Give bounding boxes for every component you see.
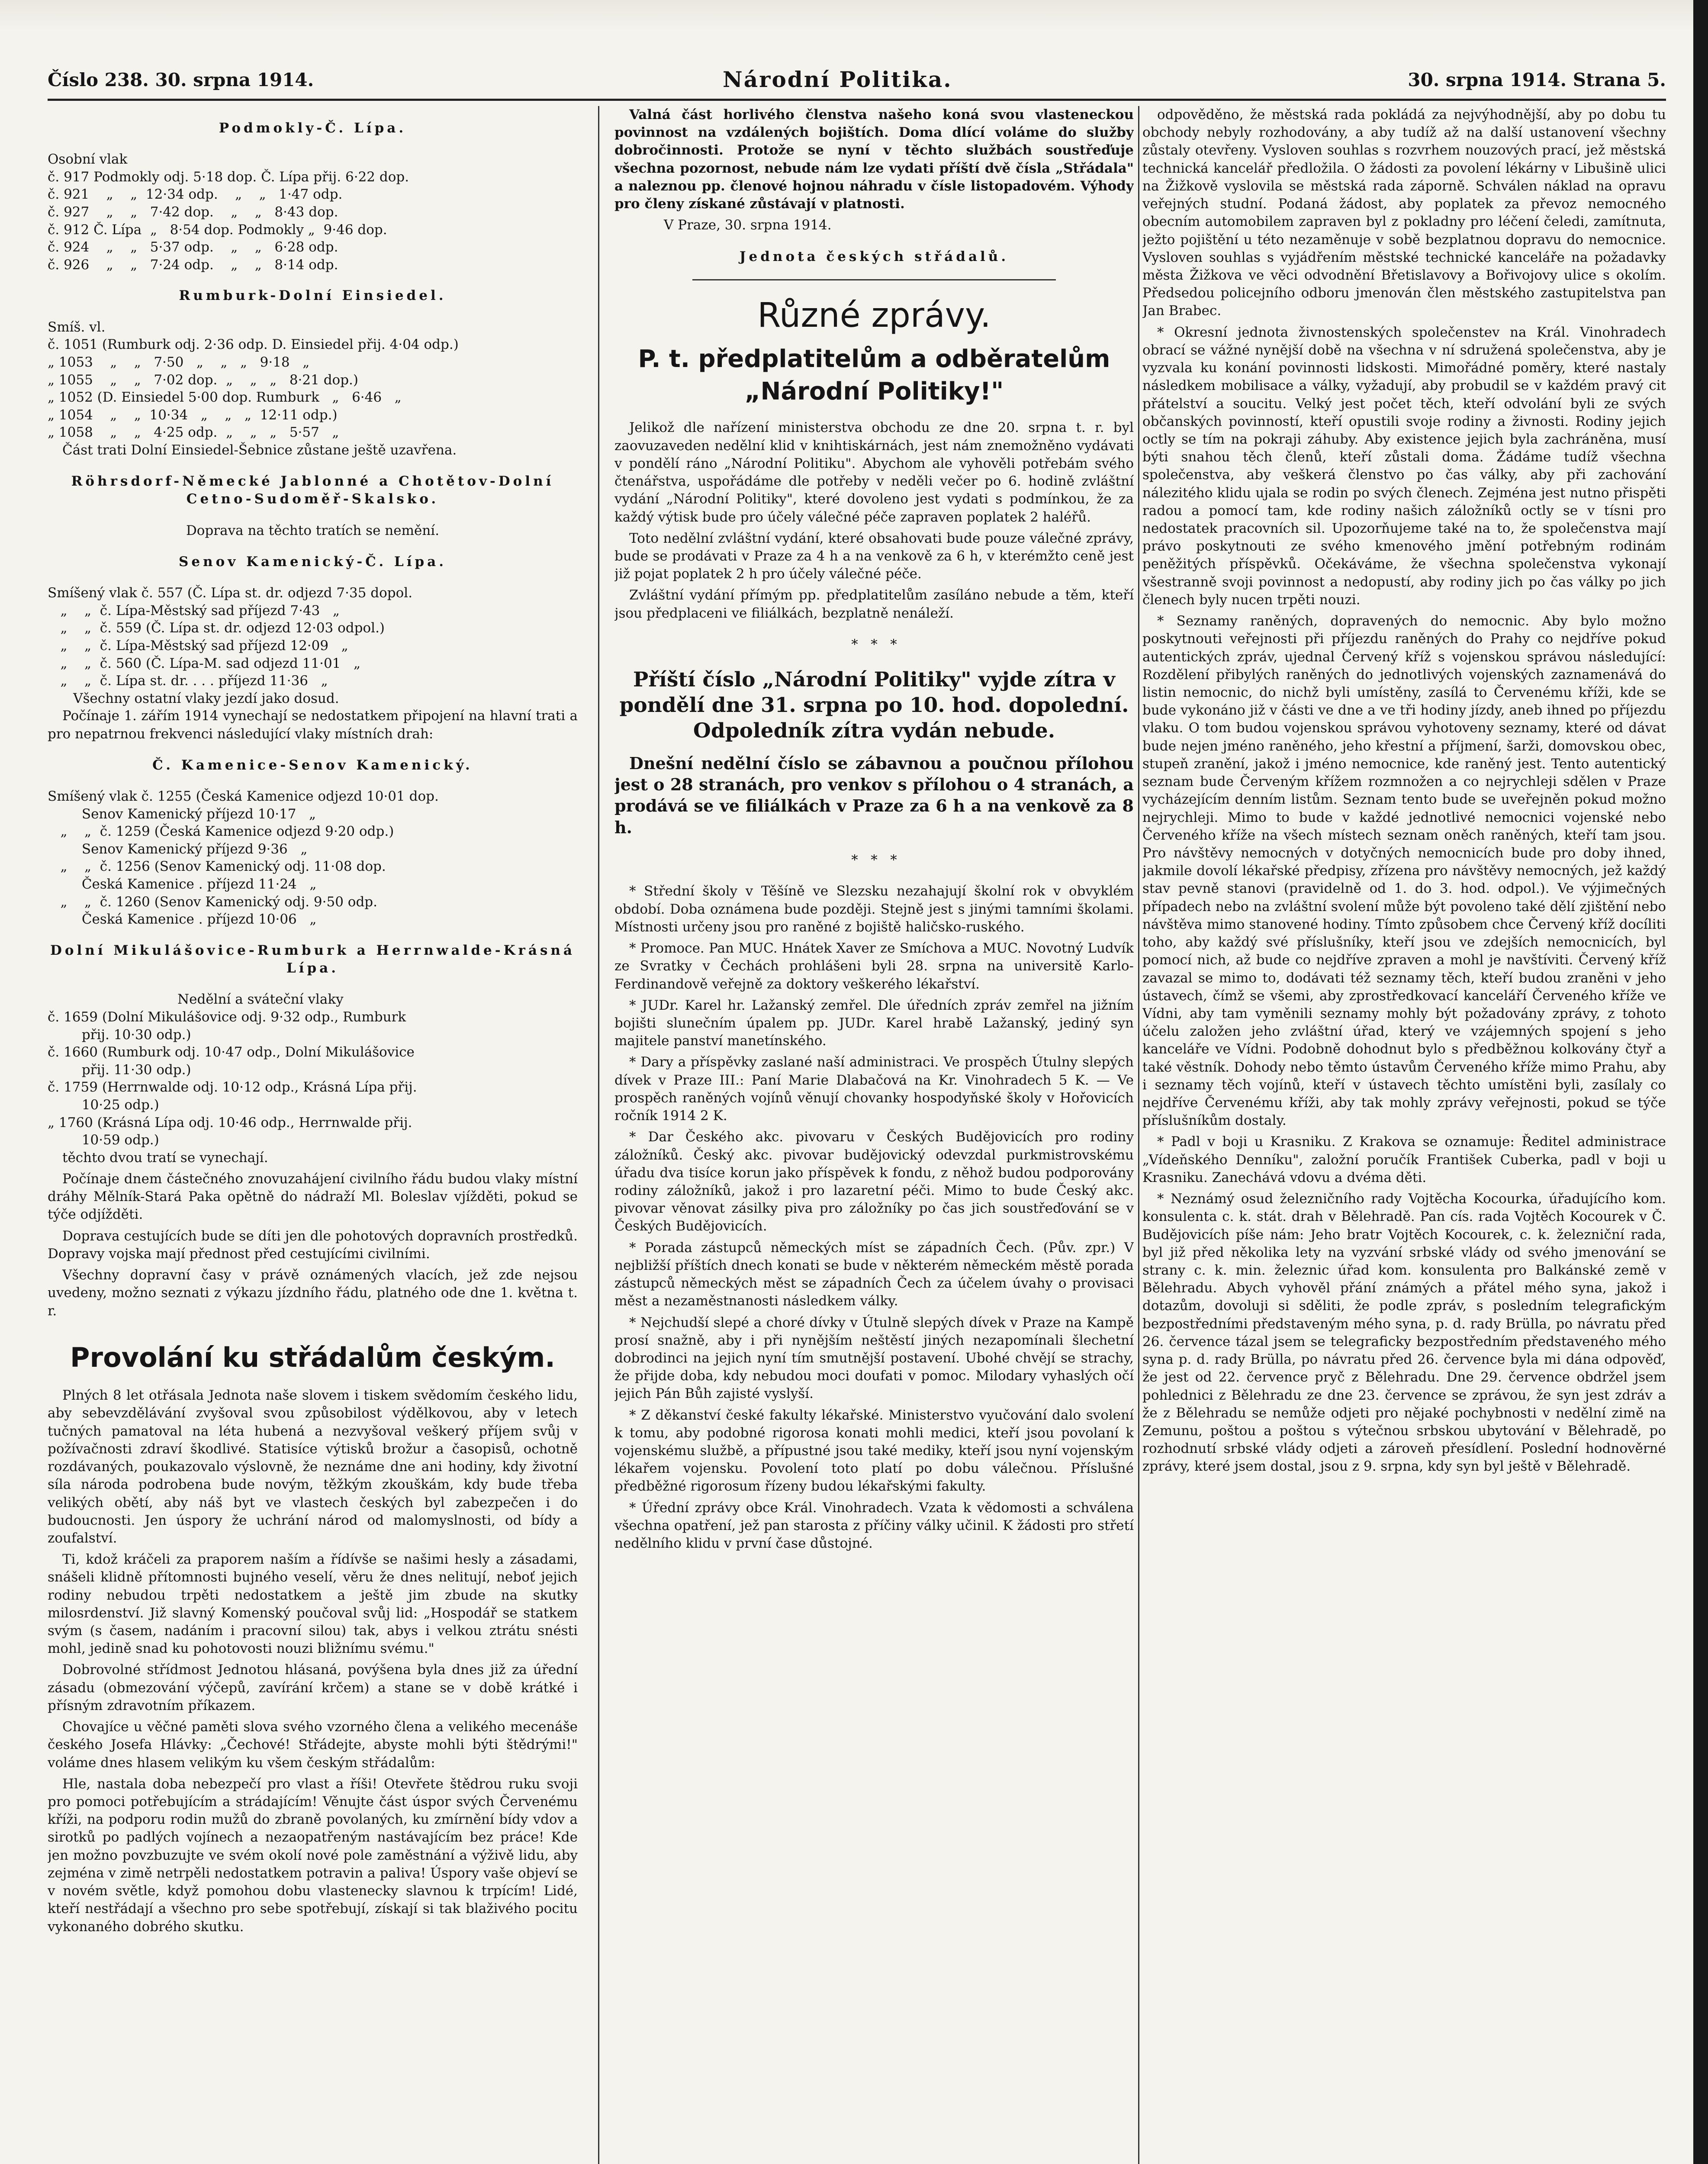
timetable-row: „ 1760 (Krásná Lípa odj. 10·46 odp., Herrnwalde přij. xyxy=(48,1114,412,1130)
timetable-row: Smíšený vlak č. 1255 (Česká Kamenice odjezd 10·01 dop. xyxy=(48,788,439,804)
timetable-heading: Podmokly-Č. Lípa. xyxy=(219,120,407,136)
scan-dark-edge xyxy=(1693,0,1708,2164)
news-item: * Úřední zprávy obce Král. Vinohradech. Vzata k vědomosti a schválena všechna opatření, jež pan starosta z příčiny války učinil. K žádosti pro střetí nedělního klidu v první čase důstojné. xyxy=(614,1500,1134,1552)
timetable-heading: Senov Kamenický-Č. Lípa. xyxy=(178,554,447,570)
timetable-row: „ 1052 (D. Einsiedel 5·00 dop. Rumburk „ 6·46 „ xyxy=(48,390,402,406)
timetable-row: Česká Kamenice . příjezd 10·06 „ xyxy=(48,911,317,927)
timetable-row: č. 917 Podmokly odj. 5·18 dop. Č. Lípa přij. 6·22 dop. xyxy=(48,169,409,185)
timetable-row: „ „ č. 560 (Č. Lípa-M. sad odjezd 11·01 „ xyxy=(48,655,361,671)
timetable-block xyxy=(48,319,578,441)
separator-stars: * * * xyxy=(851,636,897,652)
news-item: * Nejchudší slepé a choré dívky v Útulně slepých dívek v Praze na Kampě prosí snažně, aby i při nynějším neštěstí jiných nezapomínali šlechetní dobrodinci na jejich nyní tím smutnější postavení. Ubohé chvějí se strachy, že přijde doba, kdy nebudou moci doufati v pomoc. Milodary vyhaslých očí jejich Pán Bůh zajisté vyslyší. xyxy=(614,1314,1134,1402)
timetable-row: „ „ č. 1260 (Senov Kamenický odj. 9·50 odp. xyxy=(48,894,377,910)
timetable-row: „ „ č. 1256 (Senov Kamenický odj. 11·08 dop. xyxy=(48,859,386,875)
paragraph: Toto nedělní zvláštní vydání, které obsahovati bude pouze válečné zprávy, bude se prodávati v Praze za 4 h a na venkově za 6 h, v kterémžto ceně jest již pojat poplatek 2 h pro účely válečné péče. xyxy=(614,530,1134,582)
timetable-block xyxy=(48,584,578,707)
paragraph: Počínaje dnem částečného znovuzahájení civilního řádu budou vlaky místní dráhy Mělník-Stará Paka opětně do nádraží Ml. Boleslav vjížděti, pokud se týče odjížděti. xyxy=(48,1171,578,1223)
section-headline: Různé zprávy. xyxy=(757,296,991,335)
notice-headline: P. t. předplatitelům a odběratelům „Národní Politiky!" xyxy=(638,345,1110,406)
column-middle xyxy=(614,106,1134,2164)
timetable-note: Počínaje 1. zářím 1914 vynechají se nedostatkem připojení na hlavní trati a pro nepatrnou frekvenci následující vlaky místních drah: xyxy=(48,708,578,742)
timetable-row: Česká Kamenice . příjezd 11·24 „ xyxy=(48,876,317,892)
timetable-block xyxy=(48,788,578,928)
paragraph: Jelikož dle nařízení ministerstva obchodu ze dne 20. srpna t. r. byl zaovuzaveden nedělní klid v knihtiskárnách, jest nám znemožněno vydávati v pondělí ráno „Národní Politiku". Abychom ale vyhověli potřebám svého čtenářstva, uspořádáme dle potřeby v neděli večer po 6. hodině zvláštní vydání „Národní Politiky", které dovoleno jest vydati s podmínkou, že za každý výtisk bude pro účely válečné péče zapraven poplatek 2 haléřů. xyxy=(614,420,1134,525)
timetable-row: č. 912 Č. Lípa „ 8·54 dop. Podmokly „ 9·46 dop. xyxy=(48,222,387,238)
paragraph: Plných 8 let otřásala Jednota naše slovem i tiskem svědomím českého lidu, aby sebevzdělávání zvyšoval svou způsobilost výdělkovou, aby v letech tučných pamatoval na léta hubená a nezvyšoval veškerý příjem svůj v požívačnosti zdraví škodlivé. Statisíce výtisků brožur a časopisů, ochotně rozdávaných, poukazovalo výslovně, že neznáme dne ani hodiny, kdy životní síla národa podrobena bude novým, těžkým zkouškám, kdy bude třeba velikých obětí, aby náš byt ve vlastech českých byl zabezpečen i do budoucnosti. Jen úspory že uchrání národ od malomyslnosti, od bídy a zoufalství. xyxy=(48,1388,578,1546)
timetable-row: přij. 11·30 odp.) xyxy=(48,1062,191,1078)
timetable-row: „ 1055 „ „ 7·02 dop. „ „ „ 8·21 dop.) xyxy=(48,372,359,388)
timetable-row: „ 1053 „ „ 7·50 „ „ „ 9·18 „ xyxy=(48,354,310,370)
section-rule xyxy=(692,279,1056,280)
timetable-row: Smíšený vlak č. 557 (Č. Lípa st. dr. odjezd 7·35 dopol. xyxy=(48,585,413,601)
timetable-note: Část trati Dolní Einsiedel-Šebnice zůstane ještě uzavřena. xyxy=(62,442,457,458)
timetable-row: Smíš. vl. xyxy=(48,319,106,335)
timetable-row: Nedělní a sváteční vlaky xyxy=(177,992,344,1008)
timetable-row: Všechny ostatní vlaky jezdí jako dosud. xyxy=(48,690,339,706)
column-divider-2 xyxy=(1138,106,1139,2164)
timetable-row: č. 926 „ „ 7·24 odp. „ „ 8·14 odp. xyxy=(48,257,338,273)
timetable-row: 10·59 odp.) xyxy=(48,1132,159,1148)
timetable-row: „ „ č. Lípa-Městský sad příjezd 7·43 „ xyxy=(48,602,340,618)
news-item: * Padl v boji u Krasniku. Z Krakova se oznamuje: Ředitel administrace „Vídeňského Denníku", založní poručík František Cuberka, padl v boji u Krasniku. Zanechává vdovu a dvéma děti. xyxy=(1142,1134,1666,1185)
news-item: * Dar Českého akc. pivovaru v Českých Budějovicích pro rodiny záložníků. Český akc. pivovar budějovický odevzdal purkmistrovskému úřadu dva tisíce korun jako příspěvek k fondu, z něhož budou podporovány rodiny záložníků, jakož i pro lazaretní péči. Mimo to bude Český akc. pivovar věnovat zásilky piva pro záložníky po čas jich soustřeďování se v Českých Budějovicích. xyxy=(614,1129,1134,1234)
timetable-row: Senov Kamenický příjezd 9·36 „ xyxy=(48,841,308,857)
timetable-row: č. 1051 (Rumburk odj. 2·36 odp. D. Einsiedel přij. 4·04 odp.) xyxy=(48,337,459,353)
timetable-row: č. 1660 (Rumburk odj. 10·47 odp., Dolní Mikulášovice xyxy=(48,1044,415,1060)
date-and-page: 30. srpna 1914. Strana 5. xyxy=(1408,69,1666,90)
news-item: * Neznámý osud železničního rady Vojtěcha Kocourka, úřadujícího kom. konsulenta c. k. stát. drah v Bělehradě. Pan cís. rada Vojtěch Kocourek v Č. Budějovicích píše nám: Jeho bratr Vojtěch Kocourek, c. k. železniční rada, byl již před několika lety na vyzvání srbské vlády od svého jmenování se strany c. k. min. železnic úřad kom. konsulenta pro Balkánské země v Bělehradu. Abych vyhověl přání známých a přátel mého syna, jakož i dotazům, dovoluji si sděliti, že podle zpráv, s posledním telegrafickým bezpostředními představeným mého syna, p. d. rady Brülla, po návratu před 26. července tázal jsem se telegraficky bezpostředním představeného mého syna p. d. rady Brülla, po návratu před 26. července byla mi dána odpověď, že jest od 22. července pryč z Bělehradu. Dne 29. července obdržel jsem pohlednici z Bělehradu ze dne 23. července se zprávou, že syn jest zdráv a že z Bělehradu se nemůže odjeti pro nějaké pochybnosti v nedělní zimě na Zemunu, poštou a poštou s výtečnou srbskou ubytování v Bělehradě, po rozhodnutí srbské vlády odjeti a zároveň přesídlení. Poslední hodnověrné zprávy, které jsem dostal, jsou z 9. srpna, kdy syn byl ještě v Bělehradě. xyxy=(1142,1191,1666,1475)
timetable-row: „ 1058 „ „ 4·25 odp. „ „ „ 5·57 „ xyxy=(48,425,339,441)
announcement-bold: Příští číslo „Národní Politiky" vyjde zítra v pondělí dne 31. srpna po 10. hod. dopolední. Odpoledník zítra vydán nebude. xyxy=(619,668,1129,743)
paragraph: těchto dvou tratí se vynechají. xyxy=(62,1150,268,1166)
news-item: * Z děkanství české fakulty lékařské. Ministerstvo vyučování dalo svolení k tomu, aby podobné rigorosa konati mohli medici, kteří jsou povolaní k vojenskému službě, a přípustné jsou také mediky, kteří jsou nyní vojenským lékařem vojensku. Povolení toto platí po dobu válečnou. Příslušné předběžné rigorosum řízeny budou lékařskými fakulty. xyxy=(614,1407,1134,1494)
paragraph: Valná část horlivého členstva našeho koná svou vlasteneckou povinnost na vzdálených bojištích. Doma dlící voláme do služby dobročinnosti. Protože se nyní v těchto službách soustřeďuje všechna pozornost, nebude nám lze vydati příští dvě čísla „Střádala" a naleznou pp. členové hojnou náhradu v čísle listopadovém. Výhody pro členy získané zůstávají v platnosti. xyxy=(614,107,1134,212)
timetable-row: „ „ č. Lípa st. dr. . . . příjezd 11·36 „ xyxy=(48,673,328,689)
timetable-row: Osobní vlak xyxy=(48,151,128,167)
timetable-block xyxy=(48,991,578,1149)
dateline: V Praze, 30. srpna 1914. xyxy=(664,217,832,233)
paragraph: Doprava cestujících bude se díti jen dle pohotových dopravních prostředků. Dopravy vojska mají přednost před cestujícími civilními. xyxy=(48,1228,578,1262)
column-right xyxy=(1142,106,1666,2164)
timetable-row: Senov Kamenický příjezd 10·17 „ xyxy=(48,806,316,822)
news-item: * Střední školy v Těšíně ve Slezsku nezahajují školní rok v obvyklém období. Doba oznámena bude později. Stejně jest s jinými tamními školami. Místnosti určeny jsou pro raněné z bojiště haličsko-ruského. xyxy=(614,883,1134,935)
news-item: * Promoce. Pan MUC. Hnátek Xaver ze Smíchova a MUC. Novotný Ludvík ze Svratky v Čechách prohlášeni byli 28. srpna na universitě Karlo-Ferdinandově veřejně za doktory veškerého lékařství. xyxy=(614,940,1134,992)
timetable-row: č. 1759 (Herrnwalde odj. 10·12 odp., Krásná Lípa přij. xyxy=(48,1079,417,1095)
header-rule xyxy=(48,99,1666,101)
paragraph: Ti, kdož kráčeli za praporem naším a řídívše se našimi hesly a zásadami, snášeli klidně přítomnosti bujného veselí, věru že dnes nelitují, neboť jejich rodiny nebudou trpěti nedostatkem a ještě jim zbude na skutky milosrdenství. Již slavný Komenský poučoval svůj lid: „Hospodář se statkem svým (s časem, nadáním i pracovní silou) tak, abys i velkou ztrátu snésti mohl, jedině snad ku pohotovosti nouzi bližnímu svému." xyxy=(48,1552,578,1657)
timetable-block xyxy=(48,151,578,274)
timetable-heading: Dolní Mikulášovice-Rumburk a Herrnwalde-Krásná Lípa. xyxy=(50,942,576,976)
news-item: * JUDr. Karel hr. Lažanský zemřel. Dle úředních zpráv zemřel na jižním bojišti slunečním úpalem pp. JUDr. Karel hrabě Lažanský, jediný syn majitele panství manetínského. xyxy=(614,997,1134,1049)
column-left xyxy=(48,106,578,2164)
article-headline: Provolání ku střádalům českým. xyxy=(70,1341,555,1373)
timetable-row: „ „ č. 1259 (Česká Kamenice odjezd 9·20 odp.) xyxy=(48,824,394,840)
timetable-row: č. 1659 (Dolní Mikulášovice odj. 9·32 odp., Rumburk xyxy=(48,1009,406,1025)
news-item: * Porada zástupců německých míst se západních Čech. (Pův. zpr.) V nejbližší příštích dnech konati se bude v některém německém městě porada zástupců německých měst se západních Čech za účelem úvahy o provisaci měst a nezaměstnanosti následkem války. xyxy=(614,1240,1134,1309)
paragraph: Chovajíce u věčné paměti slova svého vzorného člena a velikého mecenáše českého Josefa Hlávky: „Čechové! Střádejte, abyste mohli býti štědrými!" voláme dnes hlasem velikým ku všem českým střádalům: xyxy=(48,1719,578,1771)
news-item: * Dary a příspěvky zaslané naší administraci. Ve prospěch Útulny slepých dívek v Praze III.: Paní Marie Dlabačová na Kr. Vinohradech 5 K. — Ve prospěch raněných vojínů věnují chovanky hospodyňské školy v Hořovicích ročník 1914 2 K. xyxy=(614,1054,1134,1124)
paragraph: Zvláštní vydání přímým pp. předplatitelům zasíláno nebude a těm, kteří jsou předplaceni ve filiálkách, bezplatně nenáleží. xyxy=(614,587,1134,621)
column-divider-1 xyxy=(598,106,599,2164)
timetable-row: č. 924 „ „ 5·37 odp. „ „ 6·28 odp. xyxy=(48,239,338,255)
separator-stars: * * * xyxy=(851,852,897,868)
scan-top-edge xyxy=(0,0,1708,30)
timetable-heading: Rumburk-Dolní Einsiedel. xyxy=(179,288,447,304)
timetable-row: č. 927 „ „ 7·42 dop. „ „ 8·43 dop. xyxy=(48,204,338,220)
timetable-row: přij. 10·30 odp.) xyxy=(48,1027,191,1043)
signature: Jednota českých střádalů. xyxy=(739,248,1009,264)
masthead-title: Národní Politika. xyxy=(723,67,952,92)
timetable-row: „ 1054 „ „ 10·34 „ „ „ 12·11 odp.) xyxy=(48,407,338,423)
timetable-row: „ „ č. Lípa-Městský sad příjezd 12·09 „ xyxy=(48,638,348,654)
news-item: * Okresní jednota živnostenských společenstev na Král. Vinohradech obrací se vážné nynější době na všechna v ní sdružená společenstva, aby je vyzvala ku konání povinnosti lidskosti. Mimořádné poměry, které nastaly následkem mobilisace a války, vyžadují, aby probudil se v každém pravý cit přátelství a soucitu. Velký jest počet těch, kteří odvolání byli ze svých občanských povinností, kteří opustili svoje rodiny a živnosti. Rodiny jejich octly se tím na pokraji záhuby. Aby existence jejich byla zachráněna, musí býti snahou těch členů, kteří zůstali doma. Žádáme tudíž všechna společenstva, aby veškerá členstvo po čas války, aby při zachování nálezitého klidu ujala se rodin po svých členech. Zejména jest nutno přispěti radou a pomocí tam, kde rodiny našich záložníků octly se v tísni pro nedostatek pracovních sil. Upozorňujeme také na to, že společenstva mají právo poskytnouti ze svého kmenového jmění potřebným rodinám peněžitých příspěvků. Očekáváme, že všechna společenstva vykonají všestranně svoji povinnost a nedopustí, aby rodiny jich po čas války po jich členech byly nucen trpěti nouzi. xyxy=(1142,324,1666,608)
timetable-heading: Č. Kamenice-Senov Kamenický. xyxy=(152,757,473,773)
timetable-row: „ „ č. 559 (Č. Lípa st. dr. odjezd 12·03 odpol.) xyxy=(48,620,385,636)
announcement-sub: Dnešní nedělní číslo se zábavnou a poučnou přílohou jest o 28 stranách, pro venkov s přílohou o 4 stranách, a prodává se ve filiálkách v Praze za 6 h a na venkově za 8 h. xyxy=(614,753,1134,837)
paragraph: odpověděno, že městská rada pokládá za nejvýhodnější, aby po dobu tu obchody nebyly rozhodovány, a aby tudíž až na další ustanovení všechny zůstaly otevřeny. Vysloven souhlas s rozvrhem nouzových prací, jež městská technická kancelář předložila. O žádosti za povolení lékárny v Libušině ulici na Žižkově vyslovila se městská rada záporně. Schválen náklad na opravu veřejných studní. Podaná žádost, aby poplatek za převoz nemocného obecním automobilem zapraven byl z pokladny pro léčení čeledi, zamítnuta, ježto pojištění u této nezaměnuje v sobě bezplatnou dopravu do nemocnice. Vysloven souhlas s vyjádřením městské technické kanceláře na požadavky města Žižkova ve věci odvodnění Břetislavovy a Bořivojovy ulice s okolím. Předsedou policejního odboru jmenován člen městského zastupitelstva pan Jan Brabec. xyxy=(1142,107,1666,319)
timetable-row: 10·25 odp.) xyxy=(48,1097,159,1113)
news-item: * Seznamy raněných, dopravených do nemocnic. Aby bylo možno poskytnouti veřejnosti při příjezdu raněných do Prahy co nejdříve pokud autentických zpráv, ujednal Červený kříž s vojenskou správou následující: Rozdělení přibylých raněných do jednotlivých vojenských zaznamenává do listin nemocnic, do nichž byli umístěny, zasílá to Červenému kříži, kde se bude vykonáno již v části ve dne a ve tři hodiny jízdy, aneb ihned po příjezdu vlaku. O tom budou vojenskou správou vyhotoveny seznamy, které od dávat bude nejen jméno raněného, jeho křestní a příjmení, šarži, domovskou obec, stupeň zranění, jakož i jméno nemocnice, kde raněný jest. Tento autentický seznam bude Červeným křížem rozmnožen a co nejrychleji sdělen v Praze vycházejícím denním listům. Seznam tento bude se uveřejněn pokud možno nejrychleji. Mimo to bude v každé jednotlivé nemocnici vojenské nebo Červeného kříže na všech místech seznam oněch raněných, kteří tam jsou. Pro návštěvy nemocných v dotyčných nemocnicích bude pro doby ihned, jakmile dovolí lékařské předpisy, zřízena pro návštěvy nemocných, jež každý stav pevně stanovi (pravidelně od 1. do 3. hod. odpol.). Ve výjimečných případech nebo na zvláštní svolení může být povoleno také dělí zjištění nebo návštěva mimo stanovené hodiny. Tímto způsobem chce Červený kříž docíliti toho, aby každý své příslušníky, kteří jsou ve zdejších nemocnicích, byl pomocí nich, až bude co nejdříve zpraven a mohl je navštíviti. Červený kříž zavazal se mimo to, dodávati též seznamy těch, kteří budou zraněni v jeho ústavech, čímž se všemi, aby zprostředkovací kanceláří Červeného kříže ve Vídni, aby tam vyměnili seznamy mohly být požadovány zprávy, z tohoto účelu založen jeho zvláštní úřad, který ve vzájemných spojení s jeho kanceláře ve Vídni. Podobně dohodnut bylo s předběžnou kolkovány čtyř a také věstník. Dohody nebo těmto ústavům Červeného kříže mimo Prahu, aby i seznamy těch vojínů, kteří v ústavech těchto umístěni byli, zasílaly co nejdříve Červenému kříži, aby tak mohly zprávy veřejnosti, pokud se týče příslušníkům dostaly. xyxy=(1142,613,1666,1129)
issue-number: Číslo 238. 30. srpna 1914. xyxy=(48,69,314,90)
paragraph: Hle, nastala doba nebezpečí pro vlast a říši! Otevřete štědrou ruku svoji pro pomoci potřebujícím a strádajícím! Věnujte část úspor svých Červenému kříži, na podporu rodin mužů do zbraně povolaných, ku zmírnění bídy vdov a sirotků po padlých vojínech a nezaopatřeným nastávajícím bez práce! Kde jen možno povzbuzujte ve svém okolí nové pole zaměstnání a výživě lidu, aby zejména v zimě netrpěli nedostatkem potravin a paliva! Úspory vaše objeví se v novém světle, když pomohou dobu vlastenecky slavnou k trpícím! Lidé, kteří nestřádají a všechno pro sebe spotřebují, získají si tak blaživého pocitu vykonaného dobrého skutku. xyxy=(48,1776,578,1935)
page-header xyxy=(48,65,1666,95)
paragraph: Dobrovolné střídmost Jednotou hlásaná, povýšena byla dnes již za úřední zásadu (obmezování výčepů, zavírání krčem) a stane se v době krátké i přísným zdravotním příkazem. xyxy=(48,1662,578,1713)
timetable-row: č. 921 „ „ 12·34 odp. „ „ 1·47 odp. xyxy=(48,187,343,203)
timetable-note: Doprava na těchto tratích se nemění. xyxy=(186,522,440,538)
timetable-heading: Röhrsdorf-Německé Jablonné a Chotětov-Dolní Cetno-Sudoměř-Skalsko. xyxy=(71,473,554,507)
paragraph: Všechny dopravní časy v právě oznámených vlacích, jež zde nejsou uvedeny, možno seznati z výkazu jízdního řádu, platného ode dne 1. května t. r. xyxy=(48,1267,578,1319)
